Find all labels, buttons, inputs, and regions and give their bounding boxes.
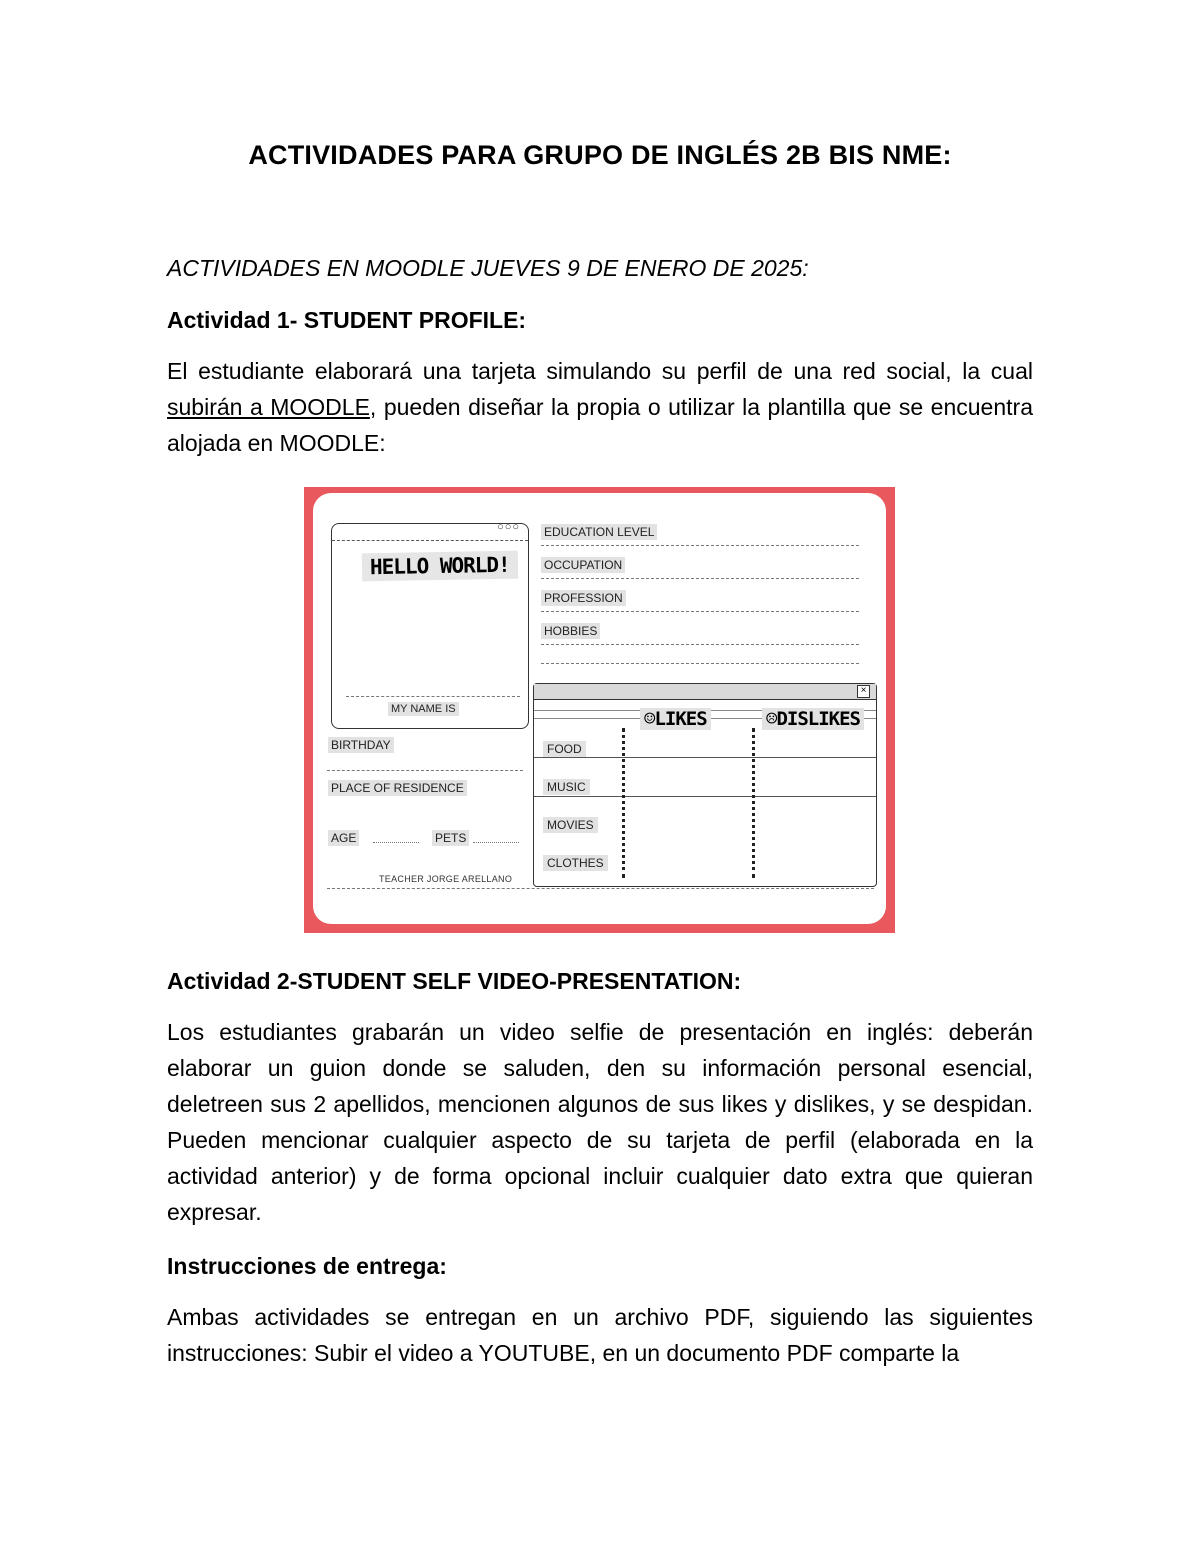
clothes-label: CLOTHES	[543, 855, 608, 871]
profession-label: PROFESSION	[541, 590, 626, 606]
pets-line	[473, 842, 519, 843]
dislikes-column-divider	[752, 728, 755, 878]
student-profile-card	[304, 487, 895, 933]
instructions-heading: Instrucciones de entrega:	[167, 1253, 447, 1279]
activity2-paragraph: Los estudiantes grabarán un video selfie de presentación en inglés: deberán elaborar un guion donde se saluden, den su información personal esencial, deletreen sus 2 apellidos, mencionen algunos de sus likes y dislikes, y se despidan. Pueden mencionar cualquier aspecto de su tarjeta de perfil (elaborada en la actividad anterior) y de forma opcional incluir cualquier dato extra que quieran expresar.	[167, 1019, 1033, 1225]
birthday-line	[327, 770, 523, 771]
activity1-paragraph	[167, 353, 1033, 461]
likes-header: ☺LIKES	[640, 708, 711, 730]
hobbies-line-1	[541, 644, 859, 645]
hobbies-label: HOBBIES	[541, 623, 600, 639]
education-label: EDUCATION LEVEL	[541, 524, 657, 540]
activity1-heading: Actividad 1- STUDENT PROFILE:	[167, 307, 527, 333]
date-subtitle: ACTIVIDADES EN MOODLE JUEVES 9 DE ENERO DE 2025:	[167, 255, 809, 281]
residence-label: PLACE OF RESIDENCE	[328, 780, 467, 796]
window-dots-icon: ○○○	[497, 521, 520, 533]
photo-frame-bar	[332, 521, 528, 541]
occupation-line	[541, 578, 859, 579]
name-line	[346, 696, 520, 697]
occupation-label: OCCUPATION	[541, 557, 625, 573]
hello-world-label: HELLO WORLD!	[362, 551, 518, 582]
card-inner	[313, 493, 886, 924]
bottom-line	[327, 888, 874, 889]
activity1-underlined: subirán a MOODLE	[167, 394, 370, 420]
photo-frame	[331, 523, 529, 729]
age-line	[373, 842, 419, 843]
row-rule-2	[534, 796, 876, 797]
age-label: AGE	[328, 830, 359, 846]
activity1-text-start: El estudiante elaborará una tarjeta simulando su perfil de una red social, la cual	[167, 358, 1033, 384]
pets-label: PETS	[432, 830, 469, 846]
my-name-label: MY NAME IS	[388, 702, 459, 716]
window-title-bar	[534, 684, 876, 700]
profession-line	[541, 611, 859, 612]
movies-label: MOVIES	[543, 817, 598, 833]
document-title: ACTIVIDADES PARA GRUPO DE INGLÉS 2B BIS NME:	[248, 140, 952, 170]
birthday-label: BIRTHDAY	[328, 737, 394, 753]
activity2-heading: Actividad 2-STUDENT SELF VIDEO-PRESENTATION:	[167, 968, 742, 994]
food-label: FOOD	[543, 741, 586, 757]
teacher-signature: TEACHER JORGE ARELLANO	[379, 874, 513, 884]
likes-dislikes-window	[533, 683, 877, 887]
likes-column-divider	[622, 728, 625, 878]
hobbies-line-2	[541, 663, 859, 664]
row-rule-1	[534, 757, 876, 758]
education-line	[541, 545, 859, 546]
music-label: MUSIC	[543, 779, 590, 795]
activity1-text-end: , pueden diseñar la propia o utilizar la plantilla que se encuentra alojada en MOODLE:	[167, 394, 1033, 456]
close-icon: ×	[857, 685, 870, 698]
instructions-paragraph: Ambas actividades se entregan en un archivo PDF, siguiendo las siguientes instrucciones: Subir el video a YOUTUBE, en un documento PDF comparte la	[167, 1304, 1033, 1366]
dislikes-header: ☹DISLIKES	[762, 708, 864, 730]
